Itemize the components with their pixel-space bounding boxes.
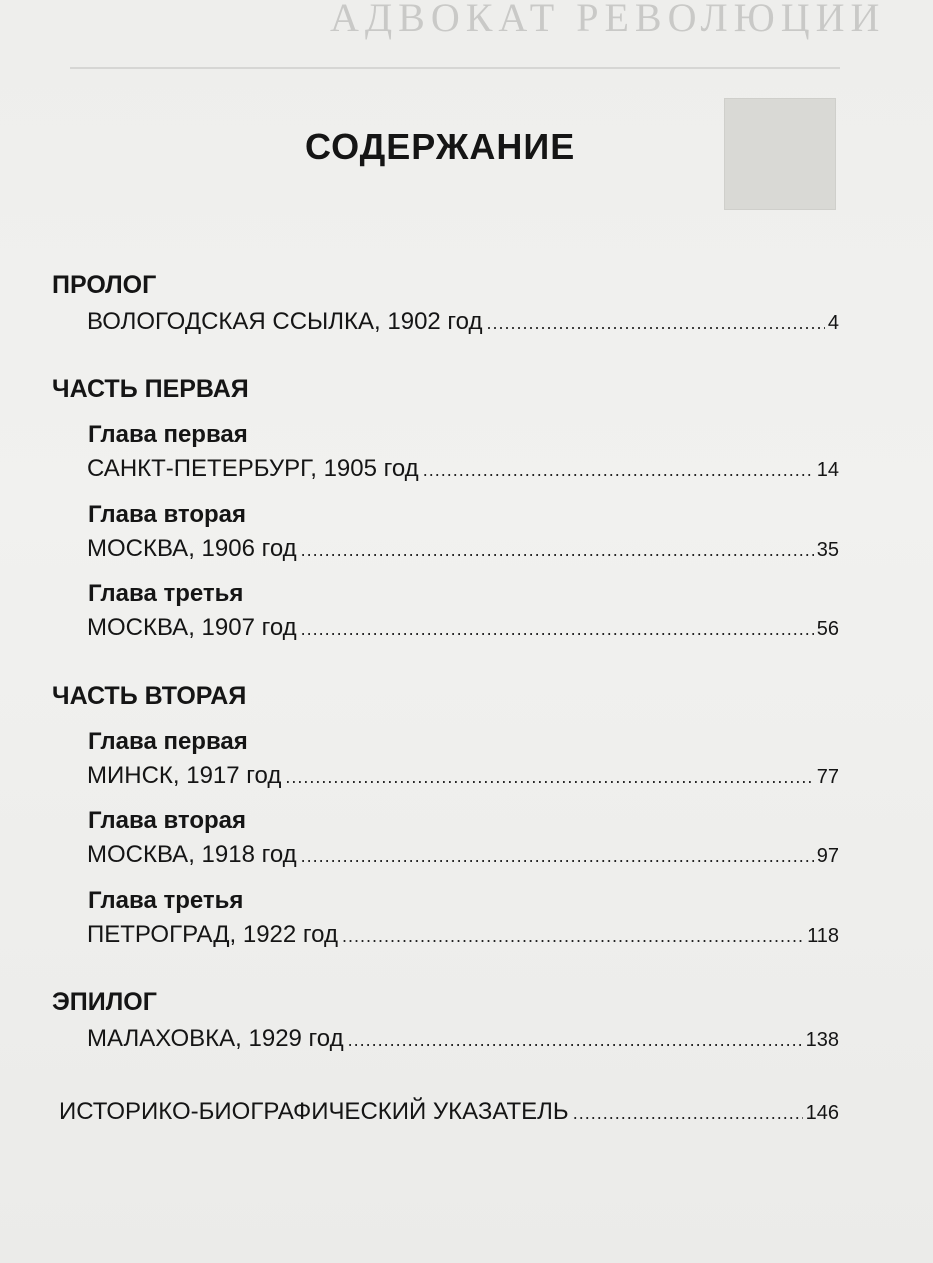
dot-leader	[486, 313, 824, 334]
prologue-heading: ПРОЛОГ	[52, 271, 157, 299]
toc-entry[interactable]	[87, 535, 839, 563]
dot-leader	[348, 1030, 803, 1051]
toc-entry[interactable]	[87, 921, 839, 949]
epilogue-heading: ЭПИЛОГ	[52, 988, 157, 1016]
page-number: 77	[816, 766, 839, 788]
page-number: 146	[805, 1102, 839, 1124]
page-number: 4	[827, 312, 839, 334]
chapter-label: Глава первая	[88, 728, 248, 755]
bleed-through-cover-thumbnail	[724, 98, 836, 210]
chapter-label: Глава третья	[88, 887, 244, 914]
entry-title: МОСКВА, 1907 год	[87, 614, 297, 641]
toc-entry[interactable]	[87, 614, 839, 642]
running-head: АДВОКАТ РЕВОЛЮЦИИ	[330, 0, 886, 40]
entry-title: МАЛАХОВКА, 1929 год	[87, 1025, 344, 1052]
toc-entry-epilogue[interactable]	[87, 1025, 839, 1053]
dot-leader	[285, 767, 813, 788]
part-two-heading: ЧАСТЬ ВТОРАЯ	[52, 682, 247, 710]
page-title: СОДЕРЖАНИЕ	[305, 126, 576, 167]
entry-title: ПЕТРОГРАД, 1922 год	[87, 921, 338, 948]
entry-title: ВОЛОГОДСКАЯ ССЫЛКА, 1902 год	[87, 308, 483, 335]
header-rule	[70, 67, 840, 69]
page-number: 35	[816, 539, 839, 561]
dot-leader	[423, 460, 814, 481]
toc-entry[interactable]	[87, 455, 839, 483]
toc-entry-prologue[interactable]	[87, 308, 839, 336]
entry-title: МИНСК, 1917 год	[87, 762, 282, 789]
chapter-label: Глава третья	[88, 580, 244, 607]
dot-leader	[301, 540, 814, 561]
page-number: 14	[816, 459, 839, 481]
entry-title: МОСКВА, 1906 год	[87, 535, 297, 562]
part-one-heading: ЧАСТЬ ПЕРВАЯ	[52, 375, 249, 403]
chapter-label: Глава вторая	[88, 807, 247, 834]
page-number: 118	[807, 925, 839, 947]
chapter-label: Глава вторая	[88, 501, 247, 528]
chapter-label: Глава первая	[88, 421, 248, 448]
page-number: 97	[816, 845, 839, 867]
toc-entry[interactable]	[87, 762, 839, 790]
entry-title: ИСТОРИКО-БИОГРАФИЧЕСКИЙ УКАЗАТЕЛЬ	[59, 1098, 569, 1125]
toc-entry[interactable]	[87, 841, 839, 869]
dot-leader	[573, 1103, 803, 1124]
entry-title: МОСКВА, 1918 год	[87, 841, 297, 868]
dot-leader	[301, 846, 814, 867]
dot-leader	[301, 619, 814, 640]
entry-title: САНКТ-ПЕТЕРБУРГ, 1905 год	[87, 455, 419, 482]
page-number: 56	[816, 618, 839, 640]
toc-entry-index[interactable]	[59, 1098, 839, 1126]
page-number: 138	[805, 1029, 839, 1051]
dot-leader	[342, 926, 804, 947]
